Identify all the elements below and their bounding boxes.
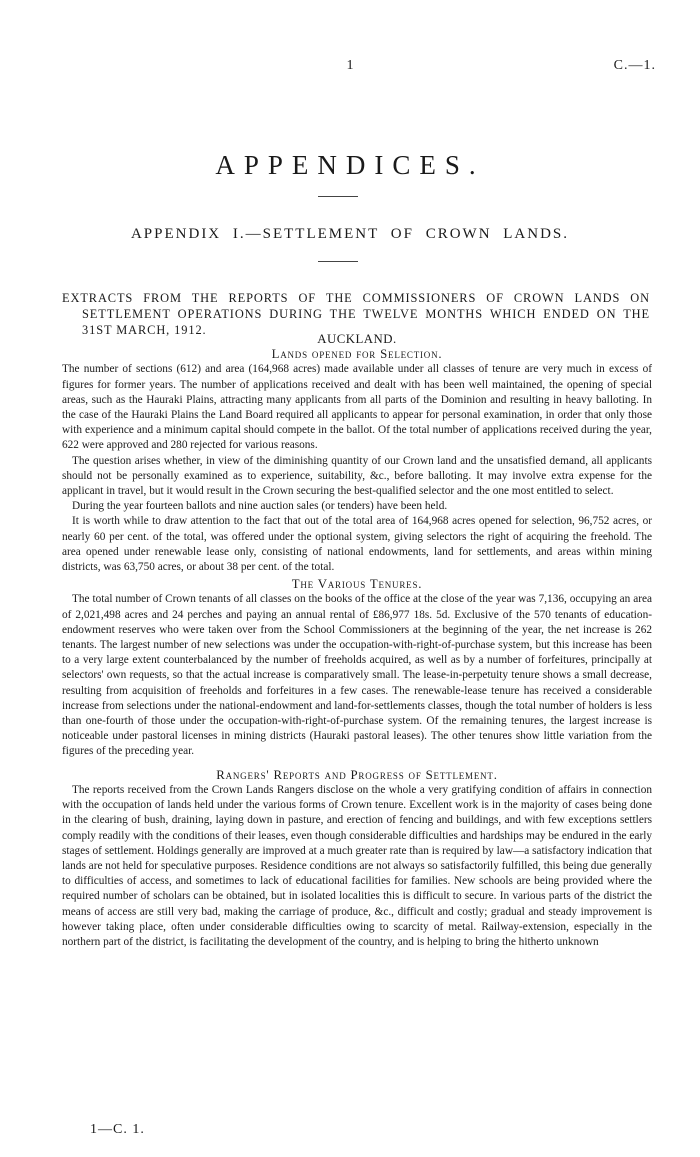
extract-heading [62, 290, 650, 338]
paragraph: The reports received from the Crown Lands Rangers disclose on the whole a very gratifying condition of affairs in connection with the occupation of lands held under the various forms of Crown tenure. Excellent work is in the majority of cases being done in the clearing of bush, draining, laying down in pasture, and erection of fencing and buildings, and with few exceptions settlers comply readily with the conditions of their leases, even though considerable difficulties and hardships may be endured in the early stages of settlement. Holdings generally are improved at a much greater rate than is required by law—a satisfactory indication that lands are not held for speculative purposes. Residence conditions are not always so satisfactorily fulfilled, this being due generally to difficulties of access, and sometimes to lack of educational facilities for families. New schools are being provided where the required number of scholars can be obtained, but in isolated localities this is difficult to secure. In various parts of the district the means of access are still very bad, making the carriage of produce, &c., difficult and costly; gradual and steady improvement is however taking place, often under considerable difficulties owing to scarcity of metal. Railway-extension, especially in the northern part of the district, is facilitating the development of the country, and is helping to bring the hitherto unknown [62, 783, 652, 948]
page-number: 1 [346, 58, 354, 73]
document-reference: C.—1. [613, 58, 656, 73]
appendix-subtitle: APPENDIX I.—SETTLEMENT OF CROWN LANDS. [130, 226, 570, 242]
paragraph: During the year fourteen ballots and nine auction sales (or tenders) have been held. [72, 500, 448, 513]
subheading-various-tenures: The Various Tenures. [291, 577, 423, 592]
footer-signature: 1—C. 1. [90, 1122, 145, 1137]
paragraph: The number of sections (612) and area (164,968 acres) made available under all classes of tenure are very much in excess of figures for former years. The number of applications received and dealt with has been well maintained, the opening of special areas, such as the Hauraki Plains, attracting many applicants from all parts of the Dominion and resulting in heavy balloting. In the case of the Hauraki Plains the Land Board required all applicants to appear for personal examination, in order that only those with experience and a minimum capital should compete in the ballot. Of the total number of applications received during the year, 622 were approved and 280 rejected for various reasons. [62, 363, 652, 452]
title-divider [318, 196, 358, 197]
paragraph: The total number of Crown tenants of all classes on the books of the office at the close of the year was 7,136, occupying an area of 2,021,498 acres and 24 perches and paying an annual rental of £86,977 18s. 5d. Exclusive of the 570 tenants of education-endowment reserves who were taken over from the School Commissioners at the beginning of the year, the net increase is 262 tenants. The largest number of new selections was under the occupation-with-right-of-purchase system, but this increase has been to a very large extent counterbalanced by the number of freeholds acquired, as well as by a number of forfeitures, principally at selectors' own requests, so that the actual increase is comparatively small. The lease-in-perpetuity tenure shows a small decrease, resulting from acquisition of freeholds and forfeitures in a few cases. The renewable-lease tenure has received a considerable increase from selections under the national-endowment and land-for-settlements classes, though the total number of holders is less than one-fourth of those under the occupation-with-right-of-purchase system. Of the remaining tenures, the largest increase is noticeable under pastoral licenses in mining districts (Hauraki pastoral leases). The other tenures show little variation from the figures of the preceding year. [62, 593, 652, 758]
subheading-lands-opened: Lands opened for Selection. [271, 347, 443, 362]
paragraph: It is worth while to draw attention to the fact that out of the total area of 164,968 acres opened for selection, 96,752 acres, or nearly 60 per cent. of the total, was offered under the optional system, giving selectors the right of acquiring the freehold. The area opened under renewable lease only, consisting of national endowments, land for settlements, and areas within mining districts, was 63,750 acres, or about 38 per cent. of the total. [62, 515, 652, 574]
subheading-rangers-reports: Rangers' Reports and Progress of Settlement. [216, 767, 498, 782]
page-title: APPENDICES. [215, 150, 485, 180]
paragraph: The question arises whether, in view of the diminishing quantity of our Crown land and the unsatisfied demand, all applicants should not be personally examined as to experience, suitability, &c., before balloting. It may involve extra expense for the applicant in travel, but it would result in the Crown securing the best-qualified selector and the one most entitled to select. [62, 454, 652, 498]
section-heading-auckland: AUCKLAND. [317, 332, 397, 346]
extract-text: EXTRACTS FROM THE REPORTS OF THE COMMISSIONERS OF CROWN LANDS ON SETTLEMENT OPERATIONS DURING THE TWELVE MONTHS WHICH ENDED ON THE 31ST MARCH, 1912. [62, 291, 650, 337]
report-body [62, 332, 652, 950]
subtitle-divider [318, 261, 358, 262]
